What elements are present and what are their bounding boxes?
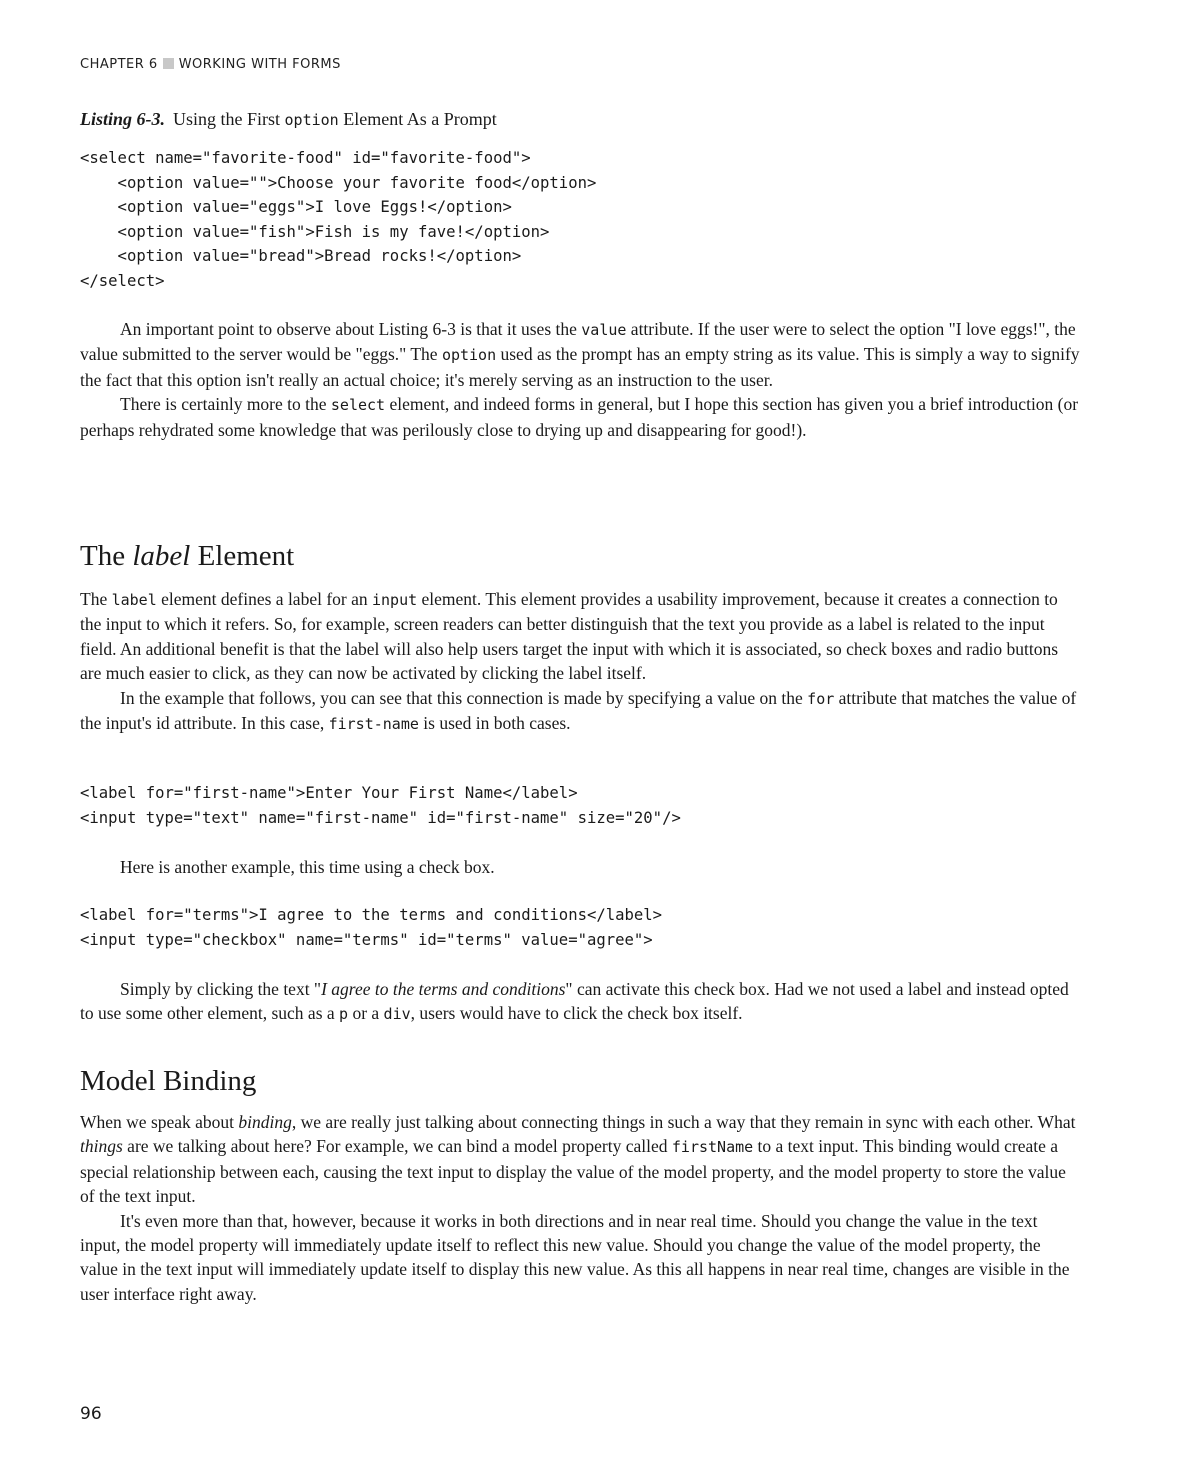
section-heading-label: The label Element: [80, 540, 295, 572]
paragraph: An important point to observe about Listing 6-3 is that it uses the value attribute. If the user were to select the option "I love eggs!", the value submitted to the server would be "eggs." The option used as the prompt has an empty string as its value. This is simply a way to signify the fact that this option isn't really an actual choice; it's merely serving as an instruction to the user.: [80, 319, 1080, 390]
separator-square-icon: [163, 58, 174, 69]
paragraph: It's even more than that, however, because it works in both directions and in near real time. Should you change the value in the text input, the model property will immediately update itself to reflect this new value. Should you change the value of the model property, the value in the text input will immediately update itself to display this new value. As this all happens in near real time, changes are visible in the user interface right away.: [80, 1210, 1070, 1304]
section-heading-model-binding: Model Binding: [80, 1065, 257, 1097]
label-section-text: [80, 855, 1080, 879]
checkbox-code-block: <label for="terms">I agree to the terms and conditions</label> <input type="checkbox" name="terms" id="terms" value="agree">: [80, 906, 663, 949]
label-section-text: [80, 587, 1080, 736]
listing-label: Listing 6-3.: [80, 109, 166, 129]
paragraph: There is certainly more to the select element, and indeed forms in general, but I hope this section has given you a brief introduction (or perhaps rehydrated some knowledge that was perilously close to drying up and disappearing for good!).: [80, 394, 1079, 440]
page-number: 96: [80, 1404, 102, 1424]
paragraph: Simply by clicking the text "I agree to the terms and conditions" can activate this check box. Had we not used a label and instead opted to use some other element, such as a p or a div, users would have to click the check box itself.: [80, 979, 1069, 1024]
model-binding-text: [80, 1110, 1080, 1306]
caption-text: Element As a Prompt: [338, 109, 497, 129]
label-code-block: <label for="first-name">Enter Your First Name</label> <input type="text" name="first-name" id="first-name" size="20"/>: [80, 784, 681, 827]
chapter-number: CHAPTER 6: [80, 57, 158, 72]
intro-paragraphs: [80, 317, 1080, 442]
paragraph: In the example that follows, you can see that this connection is made by specifying a value on the for attribute that matches the value of the input's id attribute. In this case, first-name is used in both cases.: [80, 687, 1077, 734]
paragraph: When we speak about binding, we are really just talking about connecting things in such a way that they remain in sync with each other. What things are we talking about here? For example, we can bind a model property called firstName to a text input. This binding would create a special relationship between each, causing the text input to display the value of the model property, and the model property to store the value of the text input.: [80, 1112, 1076, 1207]
listing-caption: [80, 109, 497, 130]
caption-code: option: [284, 111, 339, 129]
label-section-text: [80, 977, 1080, 1027]
listing-code-block: <select name="favorite-food" id="favorite-food"> <option value="">Choose your favorite food</option> <option value="eggs">I love Eggs!</option> <option value="fish">Fish is my fave!</option> <option value="bread">Bread rocks!</option> </select>: [80, 149, 597, 290]
running-head: [80, 57, 341, 72]
paragraph: The label element defines a label for an input element. This element provides a usability improvement, because it creates a connection to the input to which it refers. So, for example, screen readers can better distinguish that the text you provide as a label is related to the input field. An additional benefit is that the label will also help users target the input with which it is associated, so check boxes and radio buttons are much easier to click, as they can now be activated by clicking the label itself.: [80, 589, 1059, 684]
chapter-title: WORKING WITH FORMS: [178, 57, 341, 72]
caption-text: Using the First: [173, 109, 285, 129]
paragraph: Here is another example, this time using a check box.: [120, 857, 495, 877]
